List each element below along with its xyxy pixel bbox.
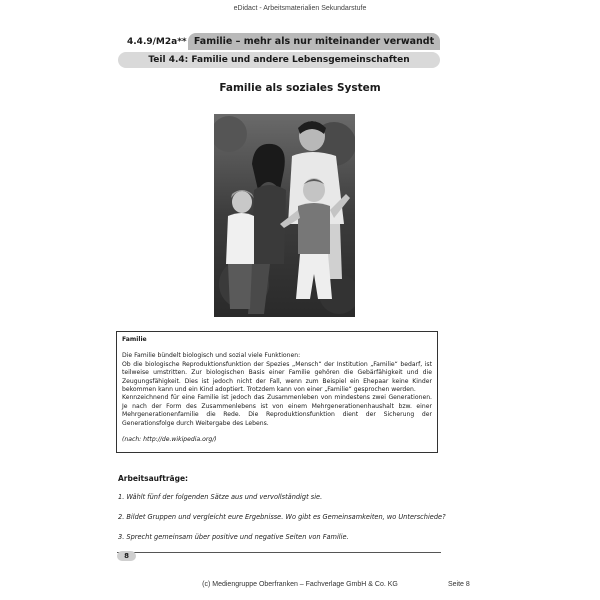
family-photo-image xyxy=(214,114,355,317)
unit-subtitle: Teil 4.4: Familie und andere Lebensgemeinschaften xyxy=(118,52,440,68)
page-divider xyxy=(117,552,441,553)
task-item: 1. Wählt fünf der folgenden Sätze aus und vervollständigt sie. xyxy=(118,493,323,501)
document-header: eDidact - Arbeitsmaterialien Sekundarstufe xyxy=(233,5,367,12)
footer-publisher: (c) Mediengruppe Oberfranken – Fachverlage GmbH & Co. KG xyxy=(202,581,398,588)
page-title: Familie als soziales System xyxy=(219,82,381,94)
material-code: 4.4.9/M2a** xyxy=(127,37,187,47)
info-box xyxy=(116,331,438,453)
info-box-paragraph-2: Kennzeichnend für eine Familie ist jedoch das Zusammenleben von mindestens zwei Generationen. Je nach der Form des Zusammenlebens ist von einem Mehrgenerationenhaushalt bzw. einer Mehrgenerationenfamilie die Rede. Die Reproduktionsfunktion dient der Sicherung der Generationsfolge durch Weitergabe des Lebens. xyxy=(122,394,432,427)
footer-page-number: Seite 8 xyxy=(448,581,470,588)
family-photo xyxy=(214,114,355,317)
page-number-tab: 8 xyxy=(117,551,136,561)
info-box-paragraph-1: Ob die biologische Reproduktionsfunktion der Spezies „Mensch“ der Institution „Familie“ bedarf, ist teilweise umstritten. Zur biologischen Basis einer Familie gehören die Gebärfähigkeit und die Zeugungsfähigkeit. Dies ist jedoch nicht der Fall, wenn zum Beispiel ein Ehepaar keine Kinder bekommen kann und ein Kind adoptiert. Trotzdem kann von einer „Familie“ gesprochen werden. xyxy=(122,360,432,394)
info-box-lead: Die Familie bündelt biologisch und sozial viele Funktionen: xyxy=(122,352,301,360)
task-item: 2. Bildet Gruppen und vergleicht eure Ergebnisse. Wo gibt es Gemeinsamkeiten, wo Unterschiede? xyxy=(118,513,446,521)
tasks-heading: Arbeitsaufträge: xyxy=(118,474,189,483)
task-item: 3. Sprecht gemeinsam über positive und negative Seiten von Familie. xyxy=(118,533,349,541)
unit-title: Familie – mehr als nur miteinander verwandt xyxy=(188,33,440,50)
info-box-source: (nach: http://de.wikipedia.org/) xyxy=(122,436,217,444)
info-box-title: Familie xyxy=(122,336,147,343)
